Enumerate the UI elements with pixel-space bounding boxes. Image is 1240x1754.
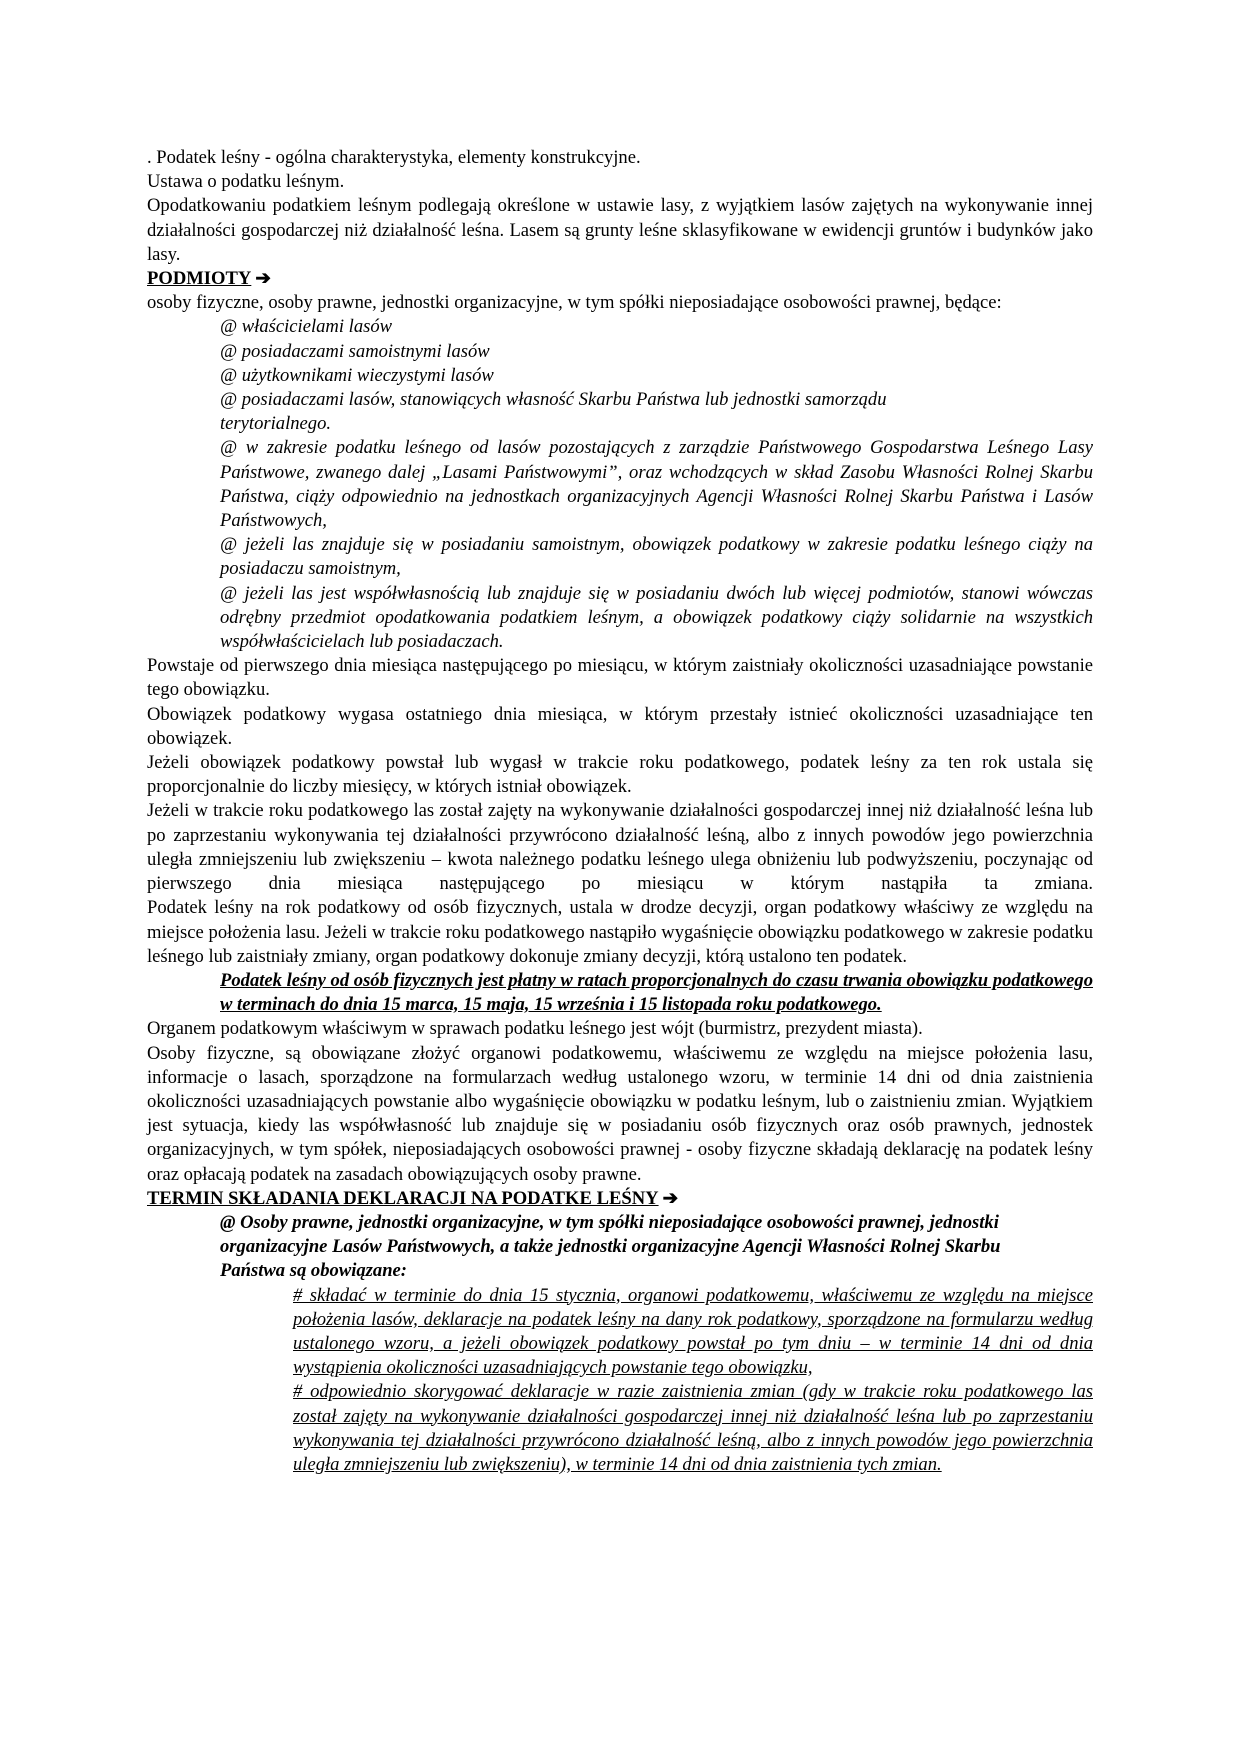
subject-item: @ jeżeli las znajduje się w posiadaniu samoistnym, obowiązek podatkowy w zakresie podatku leśnego ciąży na posiadaczu samoistnym, bbox=[220, 534, 1093, 580]
deadline-heading-text: TERMIN SKŁADANIA DEKLARACJI NA PODATKE LEŚNY bbox=[147, 1187, 659, 1209]
subject-item: @ właścicielami lasów bbox=[220, 316, 393, 338]
subjects-heading bbox=[147, 267, 1093, 291]
subject-item: @ w zakresie podatku leśnego od lasów pozostających z zarządzie Państwowego Gospodarstwa Leśnego Lasy Państwowe, zwanego dalej „Lasami Państwowymi”, oraz wchodzących w skład Zasobu Własności Rolnej Skarbu Państwa, ciąży odpowiednio na jednostkach organizacyjnych Agencji Własności Rolnej Skarbu Państwa i Lasów Państwowych, bbox=[220, 437, 1093, 532]
duty-item: # składać w terminie do dnia 15 stycznia, organowi podatkowemu, właściwemu ze względu na miejsce położenia lasów, deklaracje na podatek leśny na dany rok podatkowy, sporządzone na formularzu według ustalonego wzoru, a jeżeli obowiązek podatkowy powstał po tym dniu – w terminie 14 dni od dnia wystąpienia okoliczności uzasadniających powstanie tego obowiązku, bbox=[293, 1284, 1093, 1379]
change-paragraph: Jeżeli w trakcie roku podatkowego las został zajęty na wykonywanie działalności gospodarczej innej niż działalność leśna lub po zaprzestaniu wykonywania tej działalności przywrócono działalność leśną, albo z innych powodów jego powierzchnia uległa zmniejszeniu lub zwiększeniu – kwota należnego podatku leśnego ulega obniżeniu lub podwyższeniu, poczynając od pierwszego dnia miesiąca następującego po miesiącu w którym nastąpiła ta zmiana. bbox=[147, 800, 1093, 895]
deadline-heading bbox=[147, 1187, 1093, 1211]
act-name: Ustawa o podatku leśnym. bbox=[147, 171, 345, 193]
arrow-right-icon: ➔ bbox=[662, 1187, 679, 1209]
intro-paragraph: Opodatkowaniu podatkiem leśnym podlegają określone w ustawie lasy, z wyjątkiem lasów zajętych na wykonywanie innej działalności gospodarczej niż działalność leśna. Lasem są grunty leśne sklasyfikowane w ewidencji gruntów i budynków jako lasy. bbox=[147, 195, 1093, 265]
arrow-right-icon: ➔ bbox=[255, 268, 271, 290]
subject-item: @ użytkownikami wieczystymi lasów bbox=[220, 364, 494, 386]
installments-paragraph: Podatek leśny od osób fizycznych jest płatny w ratach proporcjonalnych do czasu trwania obowiązku podatkowego w terminach do dnia 15 marca, 15 maja, 15 września i 15 listopada roku podatkowego. bbox=[220, 969, 1093, 1016]
subject-item: @ jeżeli las jest współwłasnością lub znajduje się w posiadaniu dwóch lub więcej podmiotów, stanowi wówczas odrębny przedmiot opodatkowania podatkiem leśnym, a obowiązek podatkowy ciąży solidarnie na wszystkich współwłaścicielach lub posiadaczach. bbox=[220, 582, 1093, 653]
subject-item: @ posiadaczami samoistnymi lasów bbox=[220, 340, 490, 362]
subjects-heading-text: PODMIOTY bbox=[147, 268, 252, 290]
authority-paragraph: Organem podatkowym właściwym w sprawach podatku leśnego jest wójt (burmistrz, prezydent miasta). bbox=[147, 1018, 923, 1040]
legal-entities-paragraph: @ Osoby prawne, jednostki organizacyjne, w tym spółki nieposiadające osobowości prawnej, jednostki organizacyjne Lasów Państwowych, a także jednostki organizacyjne Agencji Własności Rolnej Skarbu Państwa są obowiązane: bbox=[220, 1211, 1001, 1282]
document-page bbox=[147, 146, 1093, 1477]
document-title: . Podatek leśny - ogólna charakterystyka, elementy konstrukcyjne. bbox=[147, 147, 641, 168]
subject-item: @ posiadaczami lasów, stanowiących własność Skarbu Państwa lub jednostki samorządu terytorialnego. bbox=[220, 389, 887, 435]
proportional-paragraph: Jeżeli obowiązek podatkowy powstał lub wygasł w trakcie roku podatkowego, podatek leśny za ten rok ustala się proporcjonalnie do liczby miesięcy, w których istniał obowiązek. bbox=[147, 752, 1093, 798]
duty-item: # odpowiednio skorygować deklaracje w razie zaistnienia zmian (gdy w trakcie roku podatkowego las został zajęty na wykonywanie działalności gospodarczej innej niż działalność leśna lub po zaprzestaniu wykonywania tej działalności przywrócono działalność leśną, albo z innych powodów jego powierzchnia uległa zmniejszeniu lub zwiększeniu), w terminie 14 dni od dnia zaistnienia tych zmian. bbox=[293, 1381, 1093, 1475]
decision-paragraph: Podatek leśny na rok podatkowy od osób fizycznych, ustala w drodze decyzji, organ podatkowy właściwy ze względu na miejsce położenia lasu. Jeżeli w trakcie roku podatkowego nastąpiło wygaśnięcie obowiązku podatkowego w zakresie podatku leśnego lub zaistniały zmiany, organ podatkowy dokonuje zmiany decyzji, którą ustalono ten podatek. bbox=[147, 897, 1093, 967]
expire-paragraph: Obowiązek podatkowy wygasa ostatniego dnia miesiąca, w którym przestały istnieć okoliczności uzasadniające ten obowiązek. bbox=[147, 703, 1093, 749]
subjects-paragraph: osoby fizyczne, osoby prawne, jednostki organizacyjne, w tym spółki nieposiadające osobowości prawnej, będące: bbox=[147, 292, 1002, 314]
information-paragraph: Osoby fizyczne, są obowiązane złożyć organowi podatkowemu, właściwemu ze względu na miejsce położenia lasu, informacje o lasach, sporządzone na formularzach według ustalonego wzoru, w terminie 14 dni od dnia zaistnienia okoliczności uzasadniających powstanie albo wygaśnięcie obowiązku w podatku leśnym, lub o zaistnieniu zmian. Wyjątkiem jest sytuacja, kiedy las współwłasność lub znajduje się w posiadaniu osób fizycznych oraz osób prawnych, jednostek organizacyjnych, w tym spółek, nieposiadających osobowości prawnej - osoby fizyczne składają deklarację na podatek leśny oraz opłacają podatek na zasadach obowiązujących osoby prawne. bbox=[147, 1042, 1093, 1185]
arise-paragraph: Powstaje od pierwszego dnia miesiąca następującego po miesiącu, w którym zaistniały okoliczności uzasadniające powstanie tego obowiązku. bbox=[147, 655, 1093, 701]
